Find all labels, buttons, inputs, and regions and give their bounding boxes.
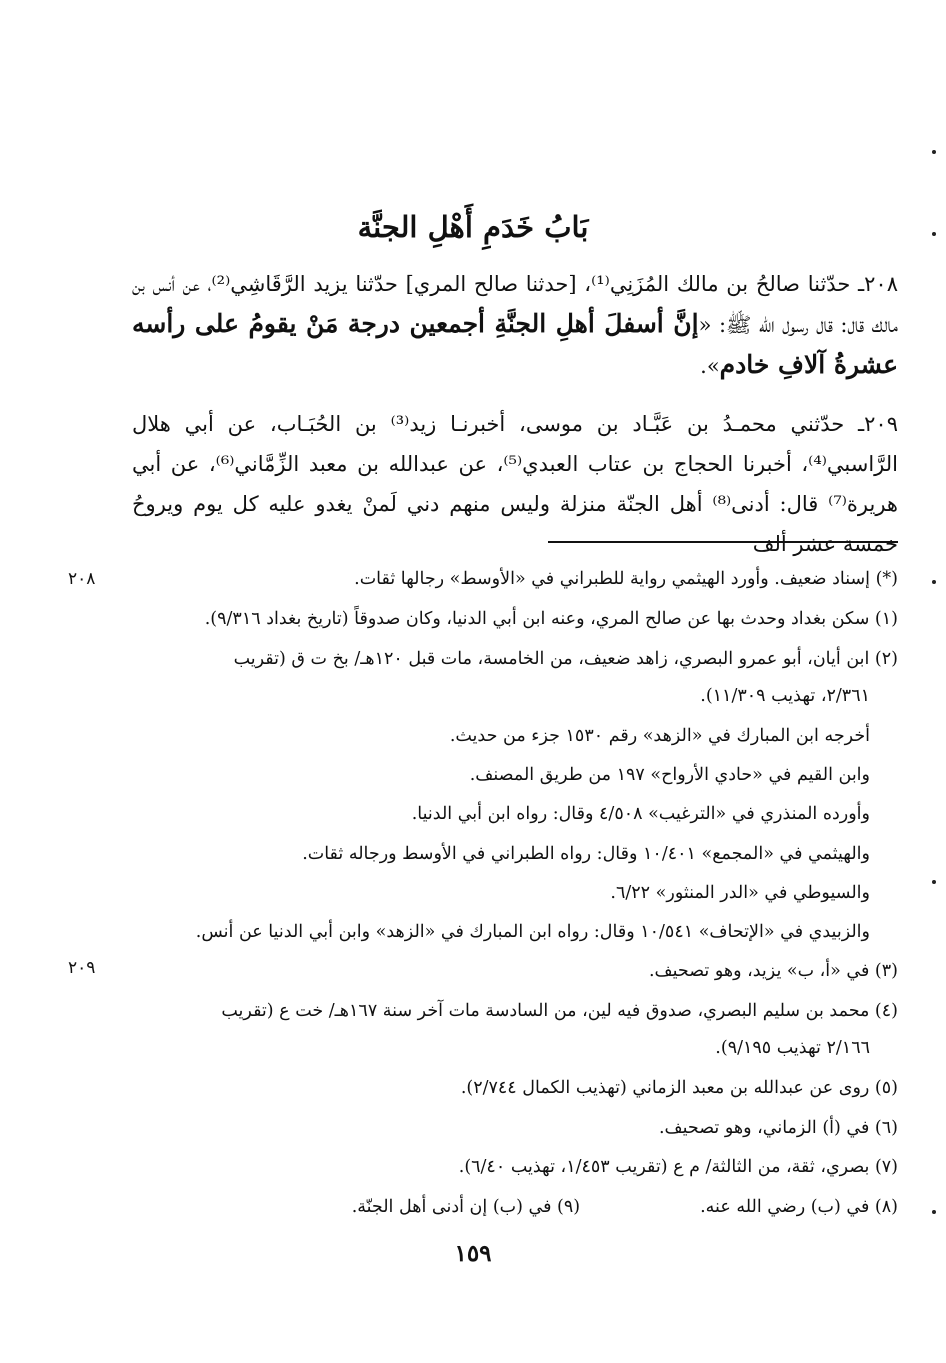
footnote-divider bbox=[548, 541, 898, 543]
scan-speck bbox=[932, 150, 936, 154]
takhrij-line: والسيوطي في «الدر المنثور» ٦/٢٢. bbox=[610, 883, 870, 903]
hadith-208-end: ». bbox=[700, 354, 720, 378]
footnote-4-line1: (٤) محمد بن سليم البصري، صدوق فيه لين، من السادسة مات آخر سنة ١٦٧هـ/ خت ع (تقريب bbox=[221, 1001, 898, 1021]
hadith-208-isnad: ٢٠٨ـ حدّثنا صالحُ بن مالك المُزَنِي⁽¹⁾، [حدثنا صالح المري] حدّثنا يزيد الرَّقَاشِي⁽²⁾، عن أنس بن مالك قال: قال رسول الله ﷺ: « bbox=[132, 272, 898, 337]
scan-speck bbox=[932, 1210, 936, 1214]
takhrij-line: والهيثمي في «المجمع» ١٠/٤٠١ وقال: رواه الطبراني في الأوسط ورجاله ثقات. bbox=[302, 844, 870, 864]
page-number: ١٥٩ bbox=[454, 1240, 492, 1267]
footnote-7: (٧) بصري، ثقة، من الثالثة/ م ع (تقريب ١/٤٥٣، تهذيب ٦/٤٠). bbox=[458, 1157, 898, 1177]
takhrij-line: أخرجه ابن المبارك في «الزهد» رقم ١٥٣٠ جزء من حديث. bbox=[449, 726, 870, 746]
hadith-209: ٢٠٩ـ حدّثني محمـدُ بن عَبَّـاد بن موسى، أخبرنـا زيد⁽³⁾ بن الحُبَـاب، عن أبي هلال الرَّاسبي⁽⁴⁾، أخبرنا الحجاج بن عتاب العبدي⁽⁵⁾، عن عبدالله بن معبد الزِّمَّاني⁽⁶⁾، عن أبي هريرة⁽⁷⁾ قال: أدنى⁽⁸⁾ أهل الجنّة منزلة وليس منهم دني لَمنْ يغدو عليه كل يوم ويروحُ خمسة عشر ألف bbox=[132, 412, 898, 556]
takhrij-line: وأورده المنذري في «الترغيب» ٤/٥٠٨ وقال: رواه ابن أبي الدنيا. bbox=[411, 804, 870, 824]
footnote-8-9-row bbox=[132, 1195, 898, 1219]
hadith-208-matn: إنَّ أسفلَ أهلِ الجنَّةِ أجمعين درجة مَنْ يقومُ على رأسه عشرةُ آلافِ خادم bbox=[132, 309, 898, 379]
takhrij-line: والزبيدي في «الإتحاف» ١٠/٥٤١ وقال: رواه ابن المبارك في «الزهد» وابن أبي الدنيا عن أنس. bbox=[195, 922, 870, 942]
footnote-star: (*) إسناد ضعيف. وأورد الهيثمي رواية للطبراني في «الأوسط» رجالها ثقات. bbox=[354, 569, 898, 589]
footnote-6: (٦) في (أ) الزماني، وهو تصحيف. bbox=[658, 1118, 898, 1138]
footnote-3: (٣) في «أ، ب» يزيد، وهو تصحيف. bbox=[648, 961, 898, 981]
scan-speck bbox=[932, 580, 936, 584]
footnote-2-line1: (٢) ابن أيان، أبو عمرو البصري، زاهد ضعيف، من الخامسة، مات قبل ١٢٠هـ/ بخ ت ق (تقريب bbox=[233, 649, 898, 669]
footnote-5: (٥) روى عن عبدالله بن معبد الزماني (تهذيب الكمال ٢/٧٤٤). bbox=[460, 1078, 898, 1098]
footnote-4-line2: ٢/١٦٦ تهذيب ٩/١٩٥). bbox=[715, 1038, 870, 1058]
scan-speck bbox=[932, 880, 936, 884]
footnote-1: (١) سكن بغداد وحدث بها عن صالح المري، وعنه ابن أبي الدنيا، وكان صدوقاً (تاريخ بغداد ٩/٣١٦). bbox=[204, 609, 898, 629]
margin-number-208: ٢٠٨ bbox=[68, 569, 96, 589]
footnote-2-line2: ٢/٣٦١، تهذيب ١١/٣٠٩). bbox=[700, 686, 870, 706]
takhrij-line: وابن القيم في «حادي الأرواح» ١٩٧ من طريق المصنف. bbox=[469, 765, 870, 785]
footnote-9: (٩) في (ب) إن أدنى أهل الجنّة. bbox=[351, 1197, 581, 1217]
footnote-8: (٨) في (ب) رضي الله عنه. bbox=[700, 1197, 898, 1217]
hadith-208 bbox=[132, 264, 898, 386]
margin-number-209: ٢٠٩ bbox=[68, 958, 96, 978]
chapter-title: بَابُ خَدَمِ أَهْلِ الجنَّة bbox=[357, 210, 589, 244]
